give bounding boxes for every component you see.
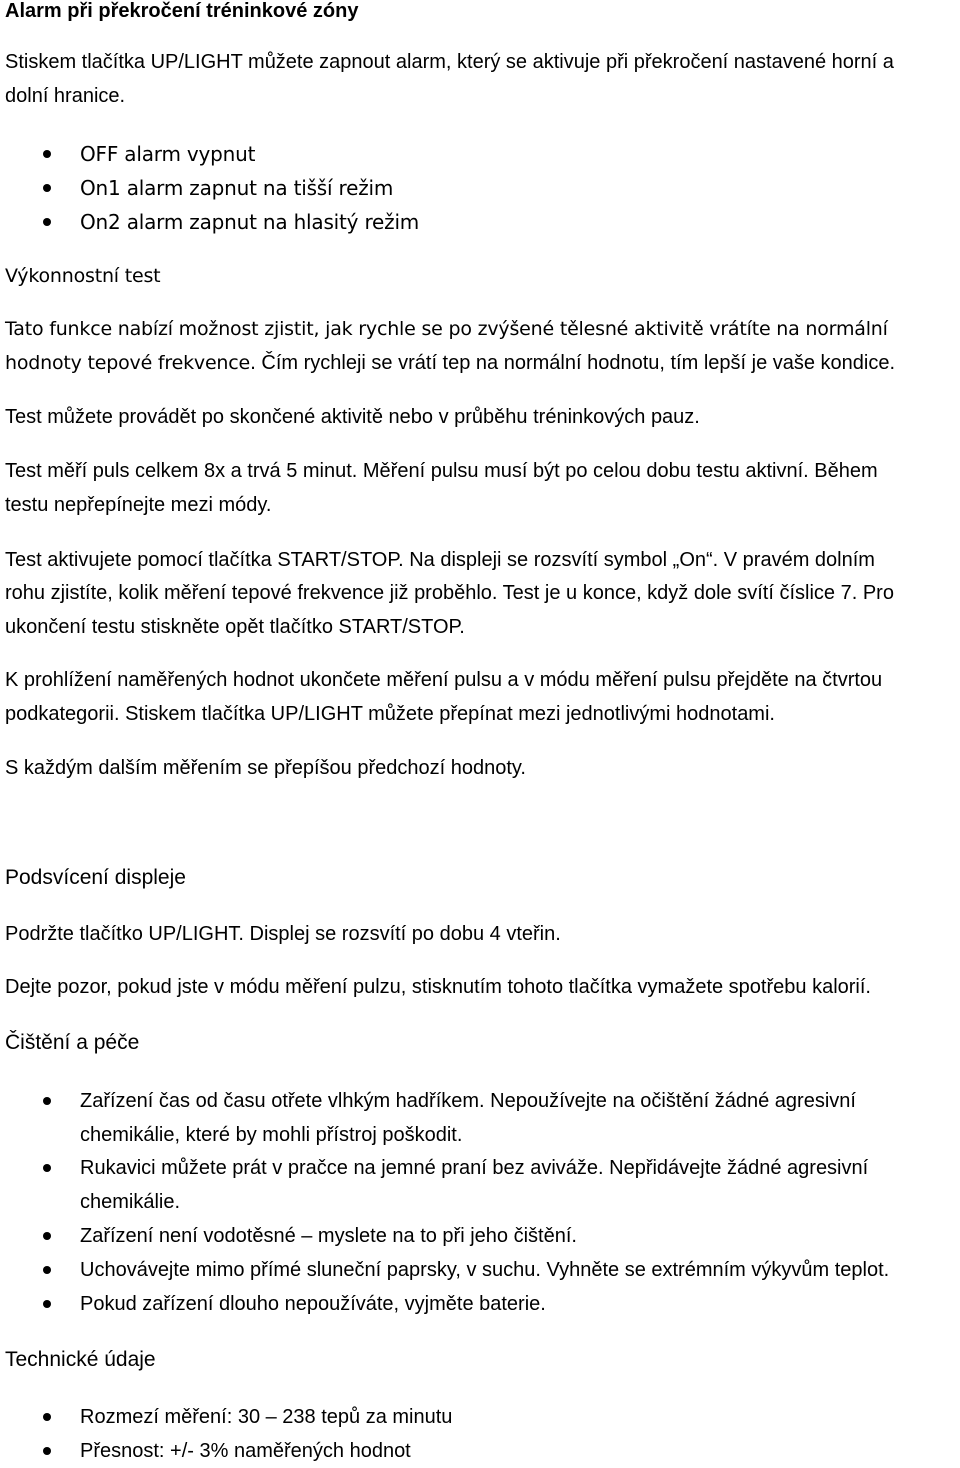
performance-test-p4-line-3: ukončení testu stiskněte opět tlačítko START/STOP. (5, 616, 465, 638)
performance-test-p4-line-1: Test aktivujete pomocí tlačítka START/STOP. Na displeji se rozsvítí symbol „On“. V pravém dolním (5, 549, 875, 571)
performance-test-p1-line-1: Tato funkce nabízí možnost zjistit, jak rychle se po zvýšené tělesné aktivitě vrátíte na normální (5, 318, 888, 340)
specs-item-accuracy: Přesnost: +/- 3% naměřených hodnot (80, 1440, 411, 1462)
performance-test-p5-line-1: K prohlížení naměřených hodnot ukončete měření pulsu a v módu měření pulsu přejděte na čtvrtou (5, 669, 883, 691)
alarm-intro-line-1: Stiskem tlačítka UP/LIGHT můžete zapnout alarm, který se aktivuje při překročení nastavené horní a (5, 51, 894, 73)
bullet-icon (43, 1413, 51, 1421)
bullet-icon (43, 1097, 51, 1105)
specs-heading: Technické údaje (5, 1348, 156, 1371)
care-item-4: Uchovávejte mimo přímé sluneční paprsky, v suchu. Vyhněte se extrémním výkyvům teplot. (80, 1259, 890, 1281)
alarm-heading: Alarm při překročení tréninkové zóny (5, 0, 359, 22)
alarm-option-off: OFF alarm vypnut (80, 142, 256, 166)
performance-test-p1-line-2b: Čím rychleji se vrátí tep na normální hodnotu, tím lepší je vaše kondice. (255, 352, 896, 374)
care-item-1-line-1: Zařízení čas od času otřete vlhkým hadříkem. Nepoužívejte na očištění žádné agresivní (80, 1090, 856, 1112)
care-heading: Čištění a péče (5, 1031, 140, 1054)
performance-test-p3-line-2: testu nepřepínejte mezi módy. (5, 494, 272, 516)
performance-test-p4-line-2: rohu zjistíte, kolik měření tepové frekvence již proběhlo. Test je u konce, když dole svítí číslice 7. Pro (5, 582, 894, 604)
performance-test-p2: Test můžete provádět po skončené aktivitě nebo v průběhu tréninkových pauz. (5, 406, 700, 428)
care-item-2-line-1: Rukavici můžete prát v pračce na jemné praní bez aviváže. Nepřidávejte žádné agresivní (80, 1157, 869, 1179)
bullet-icon (43, 150, 51, 158)
performance-test-heading: Výkonnostní test (5, 265, 161, 287)
bullet-icon (43, 1300, 51, 1308)
performance-test-p6: S každým dalším měřením se přepíšou předchozí hodnoty. (5, 757, 526, 779)
care-item-5: Pokud zařízení dlouho nepoužíváte, vyjměte baterie. (80, 1293, 546, 1315)
bullet-icon (43, 1266, 51, 1274)
bullet-icon (43, 1164, 51, 1172)
care-item-3: Zařízení není vodotěsné – myslete na to při jeho čištění. (80, 1225, 577, 1247)
care-item-2-line-2: chemikálie. (80, 1191, 181, 1213)
performance-test-p5-line-2: podkategorii. Stiskem tlačítka UP/LIGHT můžete přepínat mezi jednotlivými hodnotami. (5, 703, 775, 725)
bullet-icon (43, 184, 51, 192)
backlight-p1: Podržte tlačítko UP/LIGHT. Displej se rozsvítí po dobu 4 vteřin. (5, 923, 561, 945)
alarm-option-on1: On1 alarm zapnut na tišší režim (80, 176, 394, 200)
bullet-icon (43, 1447, 51, 1455)
backlight-p2: Dejte pozor, pokud jste v módu měření pulzu, stisknutím tohoto tlačítka vymažete spotřebu kalorií. (5, 976, 871, 998)
alarm-intro-line-2: dolní hranice. (5, 85, 126, 107)
bullet-icon (43, 218, 51, 226)
bullet-icon (43, 1232, 51, 1240)
performance-test-p1-line-2a: hodnoty tepové frekvence. (5, 352, 256, 374)
backlight-heading: Podsvícení displeje (5, 866, 186, 889)
performance-test-p3-line-1: Test měří puls celkem 8x a trvá 5 minut. Měření pulsu musí být po celou dobu testu aktivní. Během (5, 460, 878, 482)
alarm-option-on2: On2 alarm zapnut na hlasitý režim (80, 210, 420, 234)
specs-item-range: Rozmezí měření: 30 – 238 tepů za minutu (80, 1406, 453, 1428)
performance-test-p1-line-2 (5, 346, 895, 380)
care-item-1-line-2: chemikálie, které by mohli přístroj poškodit. (80, 1124, 463, 1146)
